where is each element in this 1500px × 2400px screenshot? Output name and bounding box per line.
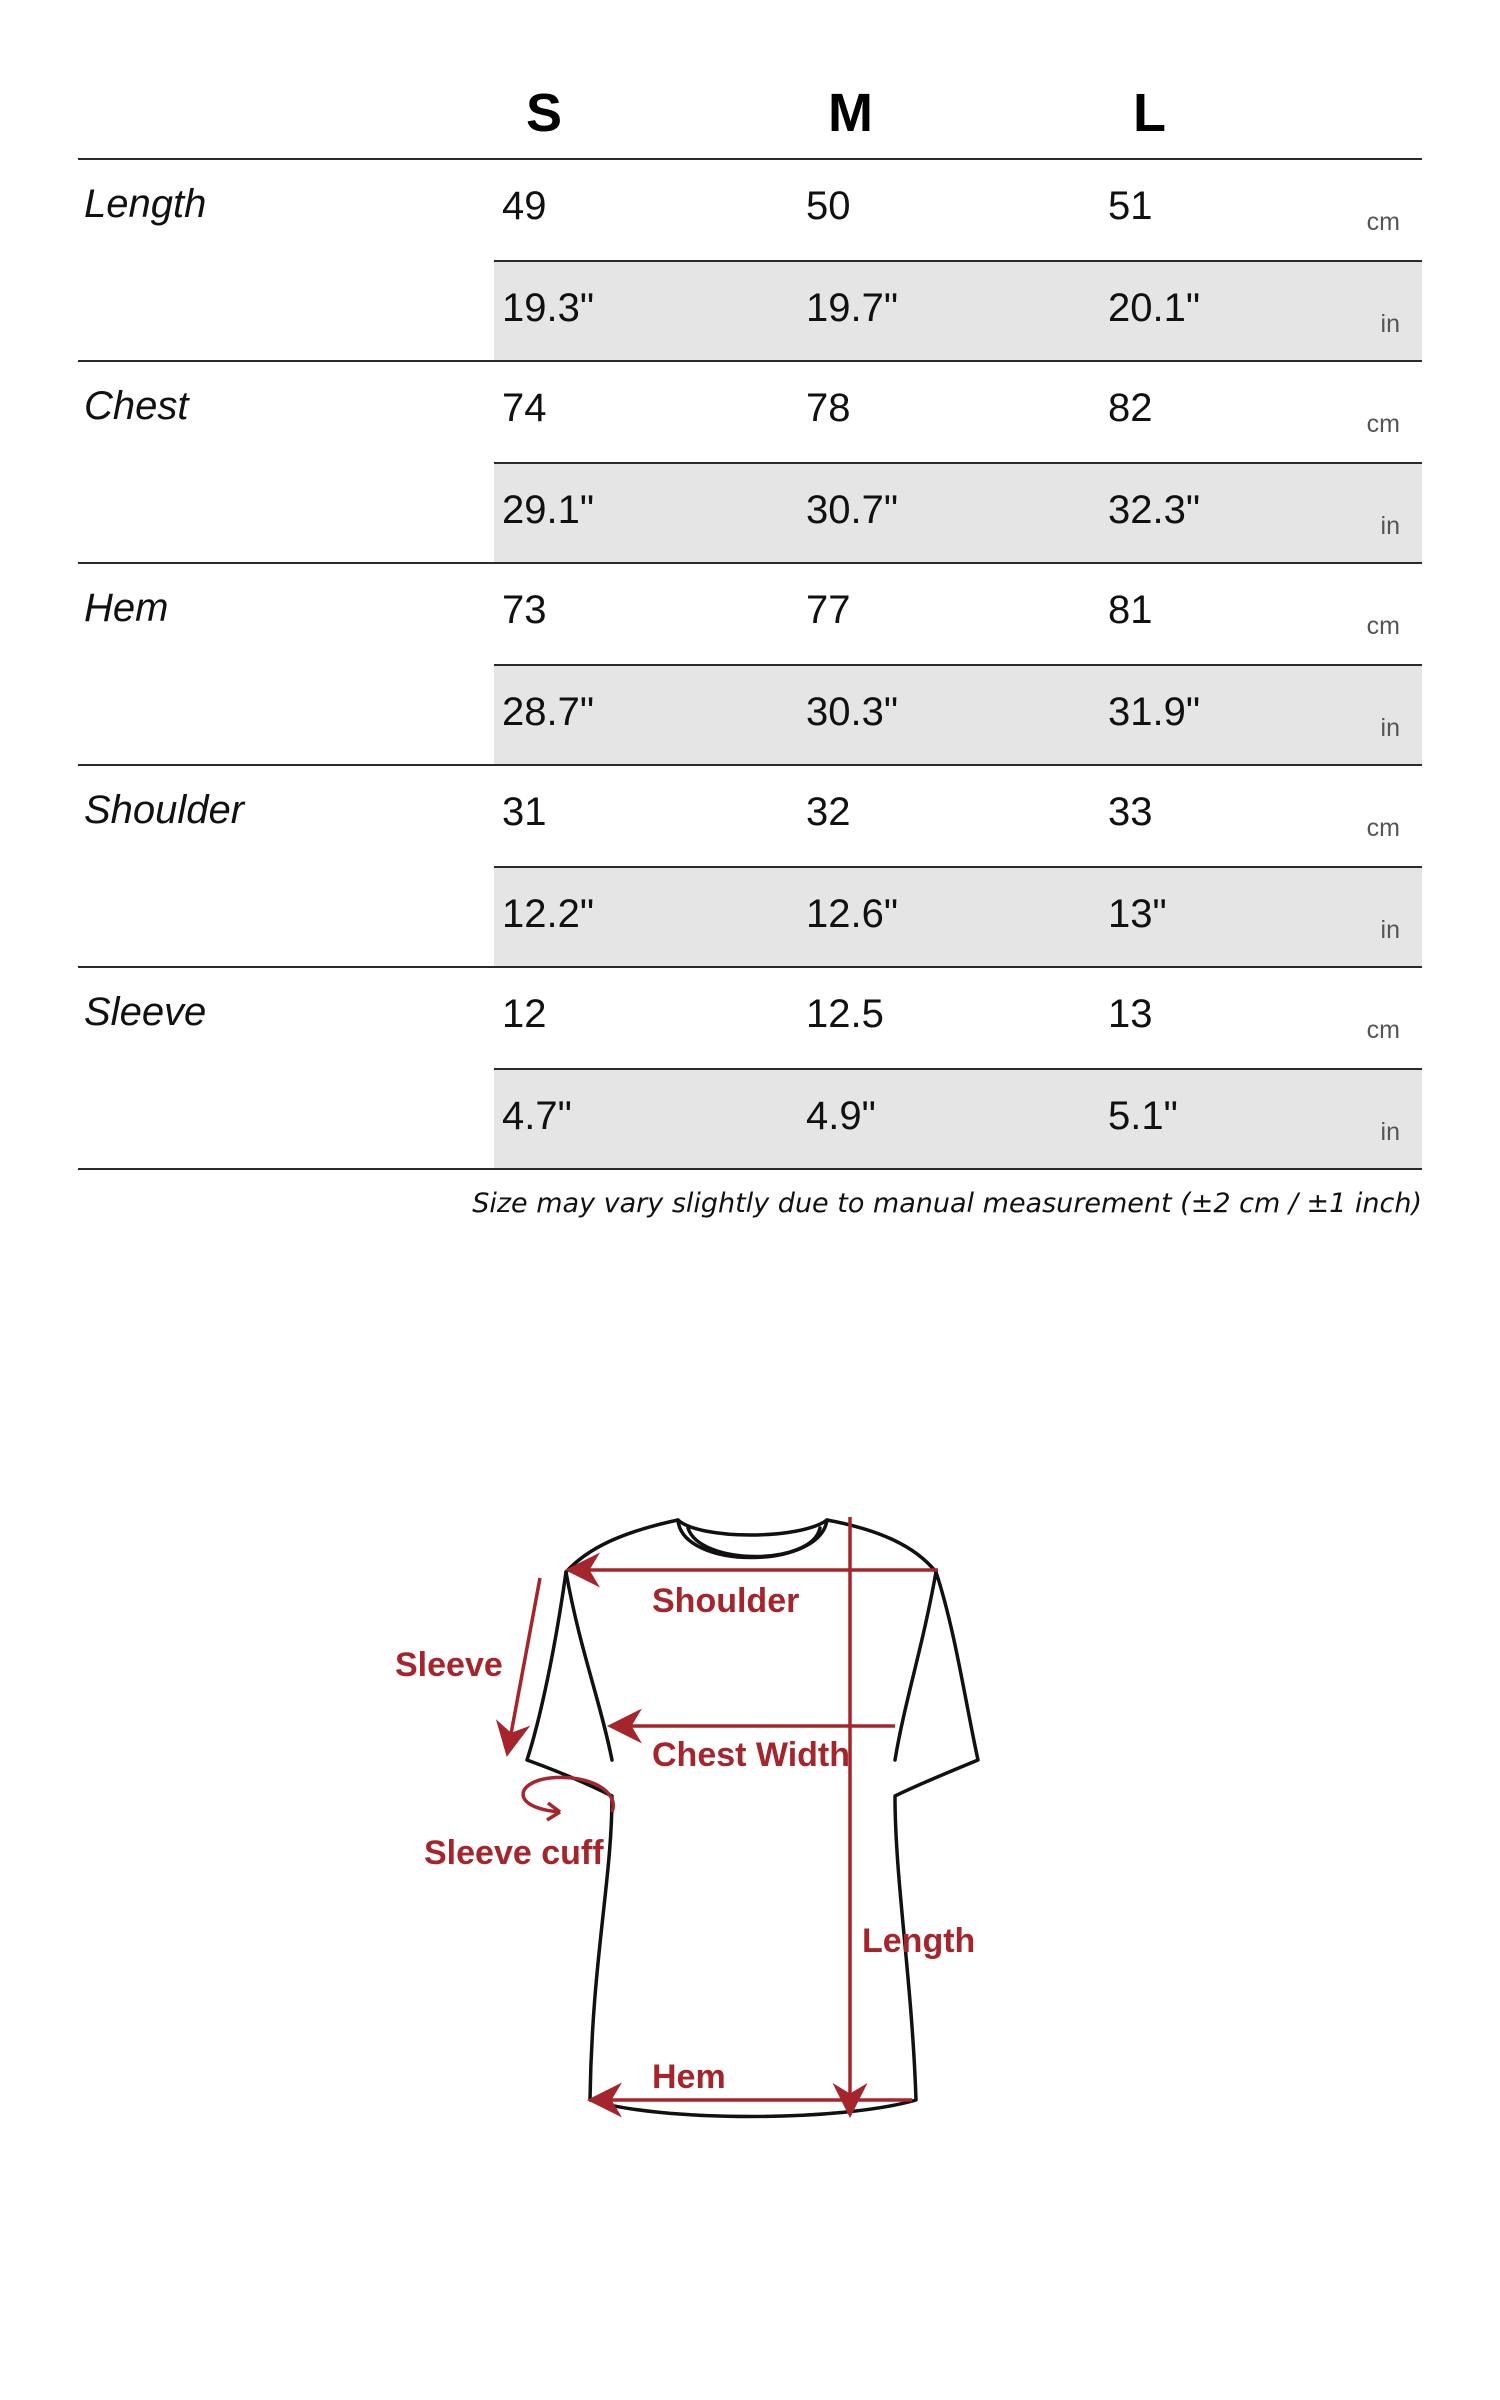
unit-cm-label: cm (1366, 410, 1400, 438)
value-s-cm: 74 (502, 386, 547, 430)
value-m-cm: 12.5 (806, 992, 884, 1036)
value-l-cm: 33 (1108, 790, 1153, 834)
value-m-in: 12.6" (806, 892, 899, 936)
value-l-cm: 51 (1108, 184, 1153, 228)
measurement-group-chest (78, 362, 1422, 564)
measurement-group-shoulder (78, 766, 1422, 968)
unit-in-label: in (1380, 714, 1400, 742)
size-header-s: S (526, 83, 563, 143)
value-l-in: 5.1" (1108, 1094, 1178, 1138)
cm-row (494, 160, 1422, 260)
value-m-in: 19.7" (806, 286, 899, 330)
label-length: Length (862, 1922, 976, 1960)
unit-cm-label: cm (1366, 612, 1400, 640)
unit-cm-label: cm (1366, 814, 1400, 842)
value-s-in: 12.2" (502, 892, 595, 936)
size-header-m: M (828, 83, 873, 143)
label-sleeve-cuff: Sleeve cuff (424, 1834, 604, 1872)
measurement-name: Chest (84, 384, 189, 428)
label-sleeve: Sleeve (395, 1646, 503, 1684)
measurement-group-hem (78, 564, 1422, 766)
value-s-cm: 12 (502, 992, 547, 1036)
cm-row (494, 564, 1422, 664)
value-l-in: 32.3" (1108, 488, 1201, 532)
size-header-row (78, 60, 1422, 160)
measurement-group-sleeve (78, 968, 1422, 1170)
value-s-in: 28.7" (502, 690, 595, 734)
label-shoulder: Shoulder (652, 1582, 800, 1620)
value-m-cm: 32 (806, 790, 851, 834)
measurement-group-length (78, 160, 1422, 362)
value-s-in: 19.3" (502, 286, 595, 330)
unit-in-label: in (1380, 310, 1400, 338)
value-m-in: 4.9" (806, 1094, 876, 1138)
value-l-in: 31.9" (1108, 690, 1201, 734)
cm-row (494, 362, 1422, 462)
value-m-in: 30.3" (806, 690, 899, 734)
unit-in-label: in (1380, 1118, 1400, 1146)
unit-cm-label: cm (1366, 1016, 1400, 1044)
measurement-name: Hem (84, 586, 169, 630)
unit-in-label: in (1380, 916, 1400, 944)
measurement-name: Length (84, 182, 207, 226)
value-s-in: 29.1" (502, 488, 595, 532)
sleeve-cuff-arrow (523, 1777, 613, 1812)
value-l-in: 20.1" (1108, 286, 1201, 330)
value-s-cm: 49 (502, 184, 547, 228)
value-m-cm: 78 (806, 386, 851, 430)
label-chest-width: Chest Width (652, 1736, 851, 1774)
label-hem: Hem (652, 2058, 726, 2096)
value-s-cm: 31 (502, 790, 547, 834)
value-m-in: 30.7" (806, 488, 899, 532)
table-bottom-divider (78, 1168, 1422, 1170)
value-l-cm: 82 (1108, 386, 1153, 430)
value-l-cm: 13 (1108, 992, 1153, 1036)
sleeve-arrow (508, 1578, 540, 1750)
measurement-name: Shoulder (84, 788, 245, 832)
in-row (494, 868, 1422, 968)
unit-in-label: in (1380, 512, 1400, 540)
value-s-in: 4.7" (502, 1094, 572, 1138)
unit-cm-label: cm (1366, 208, 1400, 236)
measurement-note: Size may vary slightly due to manual measurement (±2 cm / ±1 inch) (472, 1188, 1422, 1219)
in-row (494, 262, 1422, 362)
in-row (494, 1070, 1422, 1170)
value-l-cm: 81 (1108, 588, 1153, 632)
cm-row (494, 968, 1422, 1068)
in-row (494, 666, 1422, 766)
measurement-name: Sleeve (84, 990, 207, 1034)
value-s-cm: 73 (502, 588, 547, 632)
value-l-in: 13" (1108, 892, 1167, 936)
size-header-l: L (1133, 83, 1166, 143)
value-m-cm: 50 (806, 184, 851, 228)
cm-row (494, 766, 1422, 866)
in-row (494, 464, 1422, 564)
value-m-cm: 77 (806, 588, 851, 632)
tshirt-measurement-diagram (0, 1400, 1500, 2200)
